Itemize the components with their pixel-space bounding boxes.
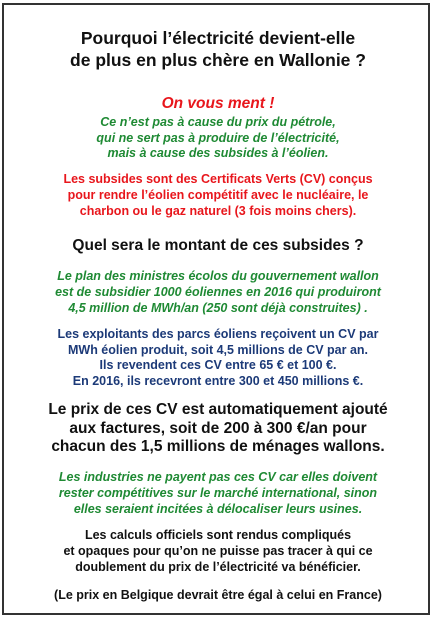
plan-paragraph (4, 268, 432, 316)
plan-line-1: Le plan des ministres écolos du gouvernement wallon (57, 269, 379, 283)
question-heading: Quel sera le montant de ces subsides ? (72, 237, 364, 254)
calculations-paragraph (4, 527, 432, 575)
industries-paragraph (4, 469, 432, 517)
operators-line-4: En 2016, ils recevront entre 300 et 450 millions €. (72, 373, 364, 388)
plan-line-2: est de subsidier 1000 éoliennes en 2016 qui produiront (55, 285, 381, 299)
industries-line-2: rester compétitives sur le marché international, sinon (58, 486, 378, 500)
industries-line-3: elles seraient incitées à délocaliser leurs usines. (73, 502, 363, 516)
price-paragraph (4, 401, 432, 457)
subsidies-line-2: pour rendre l’éolien compétitif avec le nucléaire, le (67, 188, 369, 202)
operators-line-1: Les exploitants des parcs éoliens reçoivent un CV par (57, 327, 379, 341)
claim-paragraph (4, 115, 432, 162)
price-line-2: aux factures, soit de 200 à 300 €/an pour (69, 419, 367, 437)
price-line-1: Le prix de ces CV est automatiquement ajouté (48, 401, 388, 418)
claim-heading: On vous ment ! (161, 95, 275, 112)
operators-line-3: Ils revendent ces CV entre 65 € et 100 €. (99, 358, 337, 372)
document-frame (2, 3, 430, 615)
industries-line-1: Les industries ne payent pas ces CV car elles doivent (58, 470, 378, 484)
title-line-2: de plus en plus chère en Wallonie ? (70, 50, 366, 70)
claim-line-2: qui ne sert pas à produire de l’électricité, (96, 130, 340, 145)
calculations-line-2: et opaques pour qu’on ne puisse pas tracer à qui ce (63, 544, 373, 558)
operators-line-2: MWh éolien produit, soit 4,5 millions de CV par an. (67, 342, 369, 357)
plan-line-3: 4,5 million de MWh/an (250 sont déjà construites) . (68, 301, 368, 315)
title-line-1: Pourquoi l’électricité devient-elle (80, 28, 356, 48)
claim-line-3: mais à cause des subsides à l’éolien. (107, 146, 329, 160)
claim-line-1: Ce n’est pas à cause du prix du pétrole, (100, 115, 336, 129)
footer-note: (Le prix en Belgique devrait être égal à celui en France) (54, 588, 382, 602)
page-title (4, 27, 432, 71)
subsidies-line-3: charbon ou le gaz naturel (3 fois moins chers). (79, 204, 357, 218)
operators-paragraph (4, 327, 432, 389)
calculations-line-3: doublement du prix de l’électricité va bénéficier. (75, 560, 361, 574)
calculations-line-1: Les calculs officiels sont rendus compliqués (84, 528, 352, 542)
subsidies-line-1: Les subsides sont des Certificats Verts (CV) conçus (63, 172, 373, 186)
subsidies-paragraph (4, 171, 432, 219)
price-line-3: chacun des 1,5 millions de ménages wallons. (51, 438, 385, 455)
